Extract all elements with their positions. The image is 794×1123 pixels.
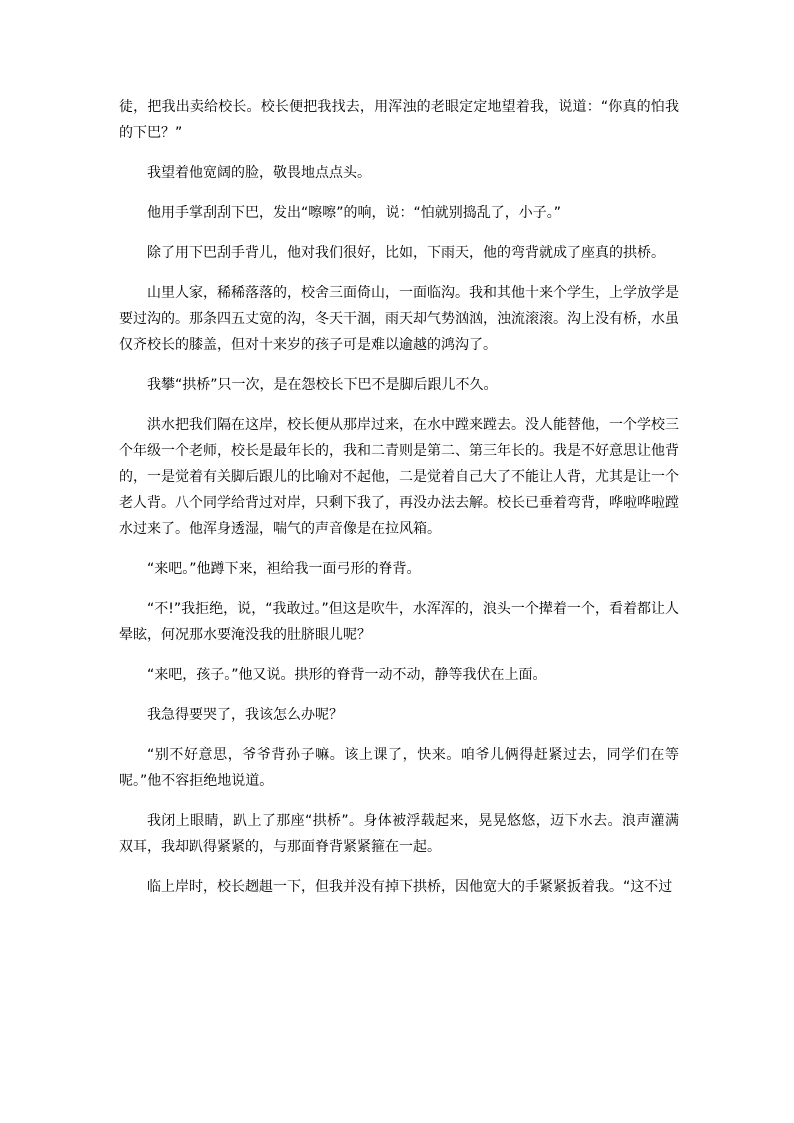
paragraph-10: “来吧，孩子。”他又说。拱形的脊背一动不动，静等我伏在上面。 — [147, 667, 547, 683]
story-text — [119, 94, 679, 914]
paragraph-1: 徒，把我出卖给校长。校长便把我找去，用浑浊的老眼定定地望着我，说道：“你真的怕我的下巴？” — [119, 99, 679, 141]
paragraph-12: “别不好意思，爷爷背孙子嘛。该上课了，快来。咱爷儿俩得赶紧过去，同学们在等呢。”他不容拒绝地说道。 — [119, 747, 679, 789]
paragraph-14: 临上岸时，校长趔趄一下，但我并没有掉下拱桥，因他宽大的手紧紧扳着我。“这不过 — [147, 879, 673, 895]
paragraph-3: 他用手掌刮刮下巴，发出“嚓嚓”的响，说：“怕就别捣乱了，小子。” — [147, 205, 562, 221]
paragraph-6: 我攀“拱桥”只一次，是在怨校长下巴不是脚后跟儿不久。 — [147, 377, 498, 393]
paragraph-8: “来吧。”他蹲下来，袒给我一面弓形的脊背。 — [147, 561, 421, 577]
paragraph-13: 我闭上眼睛，趴上了那座“拱桥”。身体被浮载起来，晃晃悠悠，迈下水去。浪声灌满双耳，我却趴得紧紧的，与那面脊背紧紧箍在一起。 — [119, 813, 679, 855]
paragraph-2: 我望着他宽阔的脸，敬畏地点点头。 — [147, 165, 371, 181]
paragraph-5: 山里人家，稀稀落落的，校舍三面倚山，一面临沟。我和其他十来个学生，上学放学是要过沟的。那条四五丈宽的沟，冬天干涸，雨天却气势汹汹，浊流滚滚。沟上没有桥，水虽仅齐校长的膝盖，但对十来岁的孩子可是难以逾越的鸿沟了。 — [119, 285, 679, 353]
paragraph-4: 除了用下巴刮手背儿，他对我们很好，比如，下雨天，他的弯背就成了座真的拱桥。 — [147, 245, 665, 261]
paragraph-7: 洪水把我们隔在这岸，校长便从那岸过来，在水中蹚来蹚去。没人能替他，一个学校三个年级一个老师，校长是最年长的，我和二青则是第二、第三年长的。我是不好意思让他背的，一是觉着有关脚后跟儿的比喻对不起他，二是觉着自己大了不能让人背，尤其是让一个老人背。八个同学给背过对岸，只剩下我了，再没办法去解。校长已垂着弯背，哗啦哗啦蹚水过来了。他浑身透湿，喘气的声音像是在拉风箱。 — [119, 417, 679, 537]
paragraph-11: 我急得要哭了，我该怎么办呢？ — [147, 707, 343, 723]
paragraph-9: “不!”我拒绝，说，“我敢过。”但这是吹牛，水浑浑的，浪头一个撵着一个，看着都让人晕眩，何况那水要淹没我的肚脐眼儿呢？ — [119, 601, 679, 643]
